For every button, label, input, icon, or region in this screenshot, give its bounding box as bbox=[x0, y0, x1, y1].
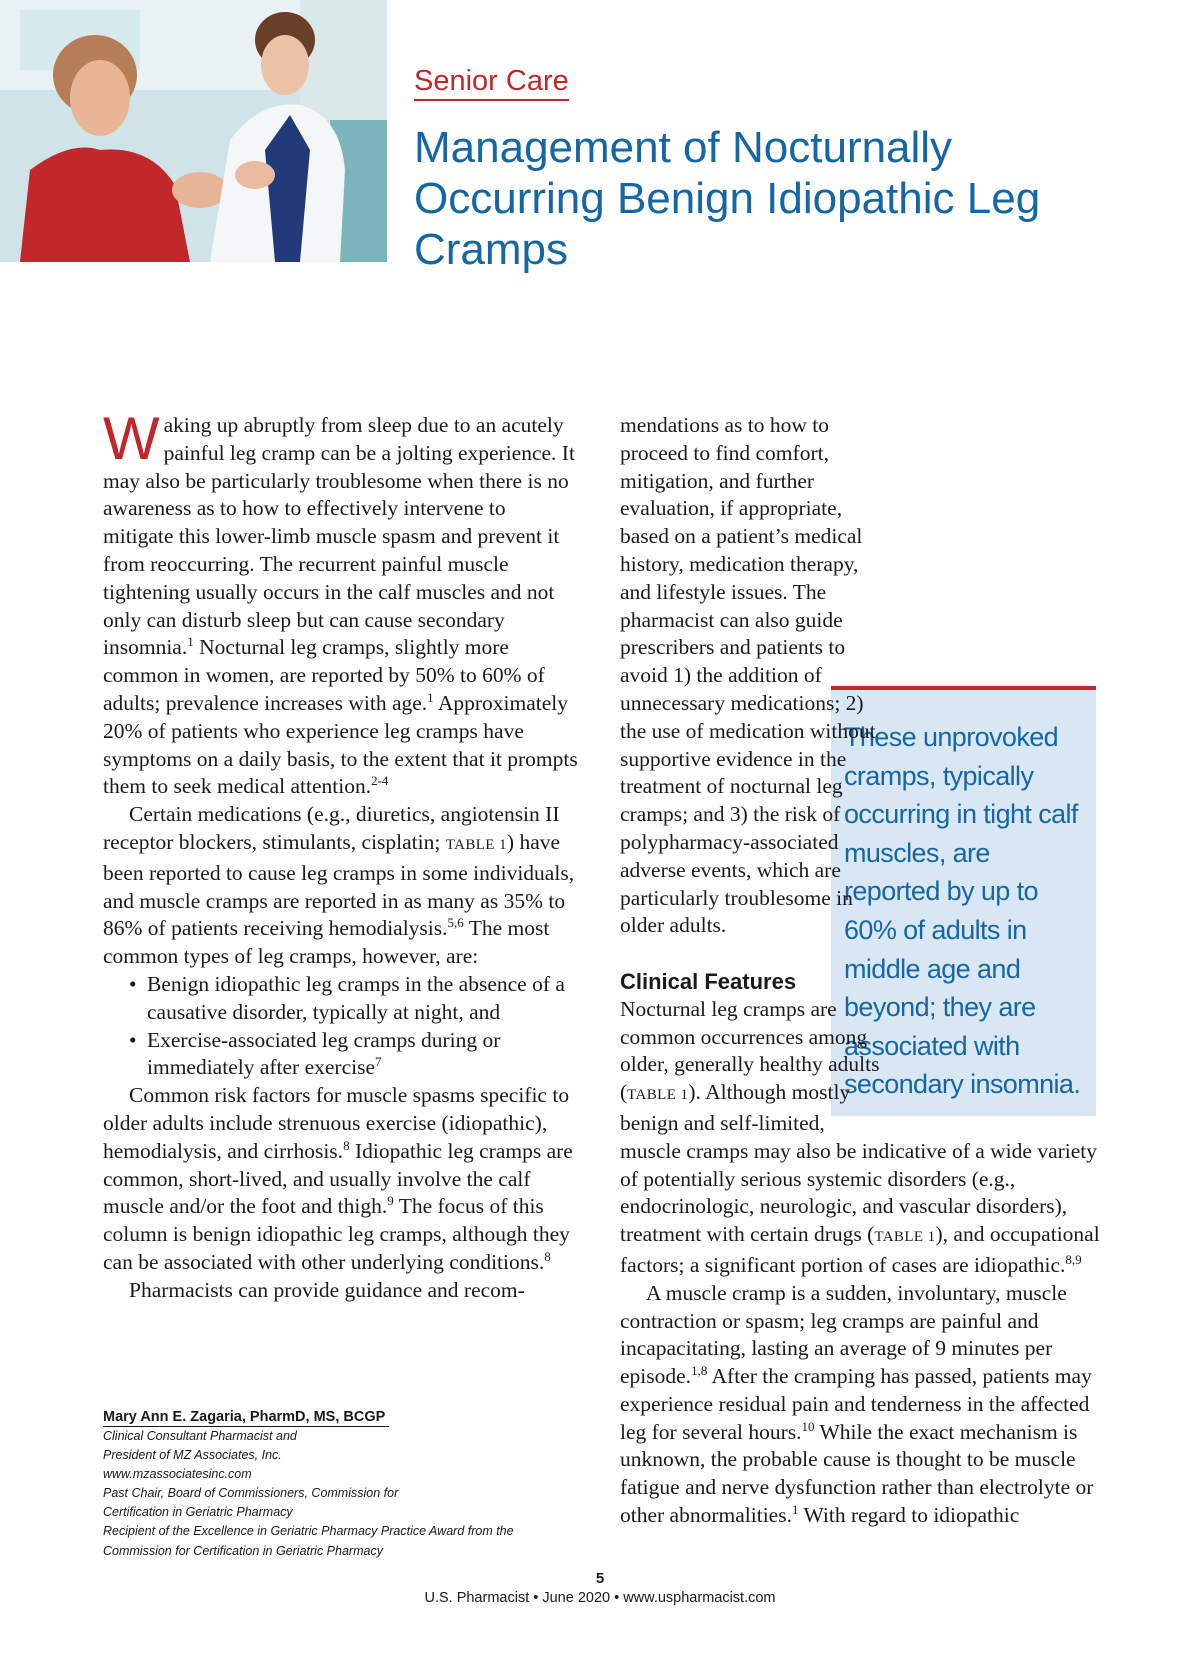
author-credential: President of MZ Associates, Inc. bbox=[103, 1448, 282, 1463]
right-column bbox=[620, 412, 1100, 1530]
page-footer: U.S. Pharmacist • June 2020 • www.uspharmacist.com bbox=[424, 1590, 776, 1606]
citation: 8,9 bbox=[1065, 1251, 1082, 1267]
citation: 1 bbox=[791, 1501, 799, 1517]
float-spacer bbox=[885, 683, 1100, 1113]
author-credential: Recipient of the Excellence in Geriatric Pharmacy Practice Award from the bbox=[103, 1524, 514, 1539]
list-item: • Exercise-associated leg cramps during or immediately after exercise$^7$ bbox=[127, 1027, 578, 1083]
body-paragraph: A muscle cramp is a sudden, involuntary, muscle contraction or spasm; leg cramps are painful and incapacitating, lasting an average of 9 minutes per episode.$^{1,8}$ After the cramping has passed, patients may experience residual pain and tenderness in the affected leg for several hours.$^{10}$ While the exact mechanism is unknown, the probable cause is thought to be muscle fatigue and nerve dysfunction rather than electrolyte or other abnormalities.$^1$ With regard to idiopathic bbox=[620, 1280, 1094, 1528]
drop-cap: W bbox=[103, 405, 160, 472]
author-website: www.mzassociatesinc.com bbox=[103, 1467, 252, 1482]
author-name: Mary Ann E. Zagaria, PharmD, MS, BCGP bbox=[103, 1408, 389, 1427]
author-credential: Commission for Certification in Geriatric Pharmacy bbox=[103, 1543, 383, 1558]
table-reference: TABLE 1 bbox=[874, 1229, 936, 1246]
citation: 5,6 bbox=[447, 915, 464, 931]
body-paragraph: Nocturnal leg cramps are common occurrences among older, generally healthy adults (TABLE 1). Although mostly benign and self-limited, muscle cramps may also be indicative of a wide variety of potentially serious systemic disorders (e.g., endocrinologic, neurologic, and vascular disorders), treatment with certain drugs (TABLE 1), and occupational factors; a significant portion of cases are idiopathic.$^{8,9}$ bbox=[620, 996, 1100, 1277]
table-reference: TABLE 1 bbox=[627, 1087, 689, 1104]
citation: 7 bbox=[375, 1054, 382, 1070]
author-credential: Certification in Geriatric Pharmacy bbox=[103, 1505, 293, 1520]
citation: 9 bbox=[387, 1193, 394, 1209]
section-heading: Clinical Features bbox=[620, 968, 797, 994]
body-paragraph: mendations as to how to proceed to find comfort, mitigation, and further evaluation, if appropriate, based on a patient’s medical history, medication therapy, and lifestyle issues. The pharmacist can also guide prescribers and patients to avoid 1) the addition of unnecessary medications; 2) the use of medication without supportive evidence in the treatment of nocturnal leg cramps; and 3) the risk of polypharmacy-associated adverse events, which are particularly troublesome in older adults. bbox=[620, 413, 876, 938]
citation: 2-4 bbox=[371, 773, 389, 789]
body-paragraph: Pharmacists can provide guidance and recom- bbox=[129, 1277, 525, 1302]
citation: 1 bbox=[187, 634, 194, 650]
citation: 1 bbox=[427, 689, 434, 705]
body-paragraph: Certain medications (e.g., diuretics, angiotensin II receptor blockers, stimulants, cisplatin; TABLE 1) have been reported to cause leg cramps in some individuals, and muscle cramps are reported in as many as 35% to 86% of patients receiving hemodialysis.$^{5,6}$ The most common types of leg cramps, however, are: bbox=[103, 802, 575, 969]
author-credential: Clinical Consultant Pharmacist and bbox=[103, 1429, 297, 1443]
list-item: • Benign idiopathic leg cramps in the absence of a causative disorder, typically at night, and bbox=[127, 971, 578, 1027]
page-number: 5 bbox=[595, 1570, 605, 1587]
citation: 10 bbox=[801, 1418, 815, 1434]
citation: 8 bbox=[343, 1137, 350, 1153]
cramp-types-list bbox=[103, 971, 578, 1082]
article-title: Management of Nocturnally Occurring Benign Idiopathic Leg Cramps bbox=[414, 123, 1041, 274]
author-byline bbox=[103, 1408, 573, 1561]
citation: 1,8 bbox=[691, 1362, 708, 1378]
table-reference: TABLE 1 bbox=[445, 836, 507, 853]
section-label: Senior Care bbox=[414, 64, 569, 101]
author-credential: Past Chair, Board of Commissioners, Commission for bbox=[103, 1486, 399, 1501]
left-column bbox=[103, 405, 578, 1305]
pull-quote: These unprovoked cramps, typically occurring in tight calf muscles, are reported by up to 60% of adults in middle age and beyond; they are associated with secondary insomnia. bbox=[831, 686, 1096, 1116]
intro-paragraph: Waking up abruptly from sleep due to an acutely painful leg cramp can be a jolting experience. It may also be particularly troublesome when there is no awareness as to how to effectively intervene to mitigate this lower-limb muscle spasm and prevent it from reoccurring. The recurrent painful muscle tightening usually occurs in the calf muscles and not only can disturb sleep but can cause secondary insomnia.$^1$ Nocturnal leg cramps, slightly more common in women, are reported by 50% to 60% of adults; prevalence increases with age.$^1$ Approximately 20% of patients who experience leg cramps have symptoms on a daily basis, to the extent that it prompts them to seek medical attention.$^{2-4}$ bbox=[103, 405, 578, 799]
citation: 8 bbox=[544, 1248, 551, 1264]
header-photo bbox=[0, 0, 387, 262]
body-paragraph: Common risk factors for muscle spasms specific to older adults include strenuous exercise (idiopathic), hemodialysis, and cirrhosis.$^8$ Idiopathic leg cramps are common, short-lived, and usually involve the calf muscle and/or the foot and thigh.$^9$ The focus of this column is benign idiopathic leg cramps, although they can be associated with other underlying conditions.$^8$ bbox=[103, 1083, 573, 1274]
